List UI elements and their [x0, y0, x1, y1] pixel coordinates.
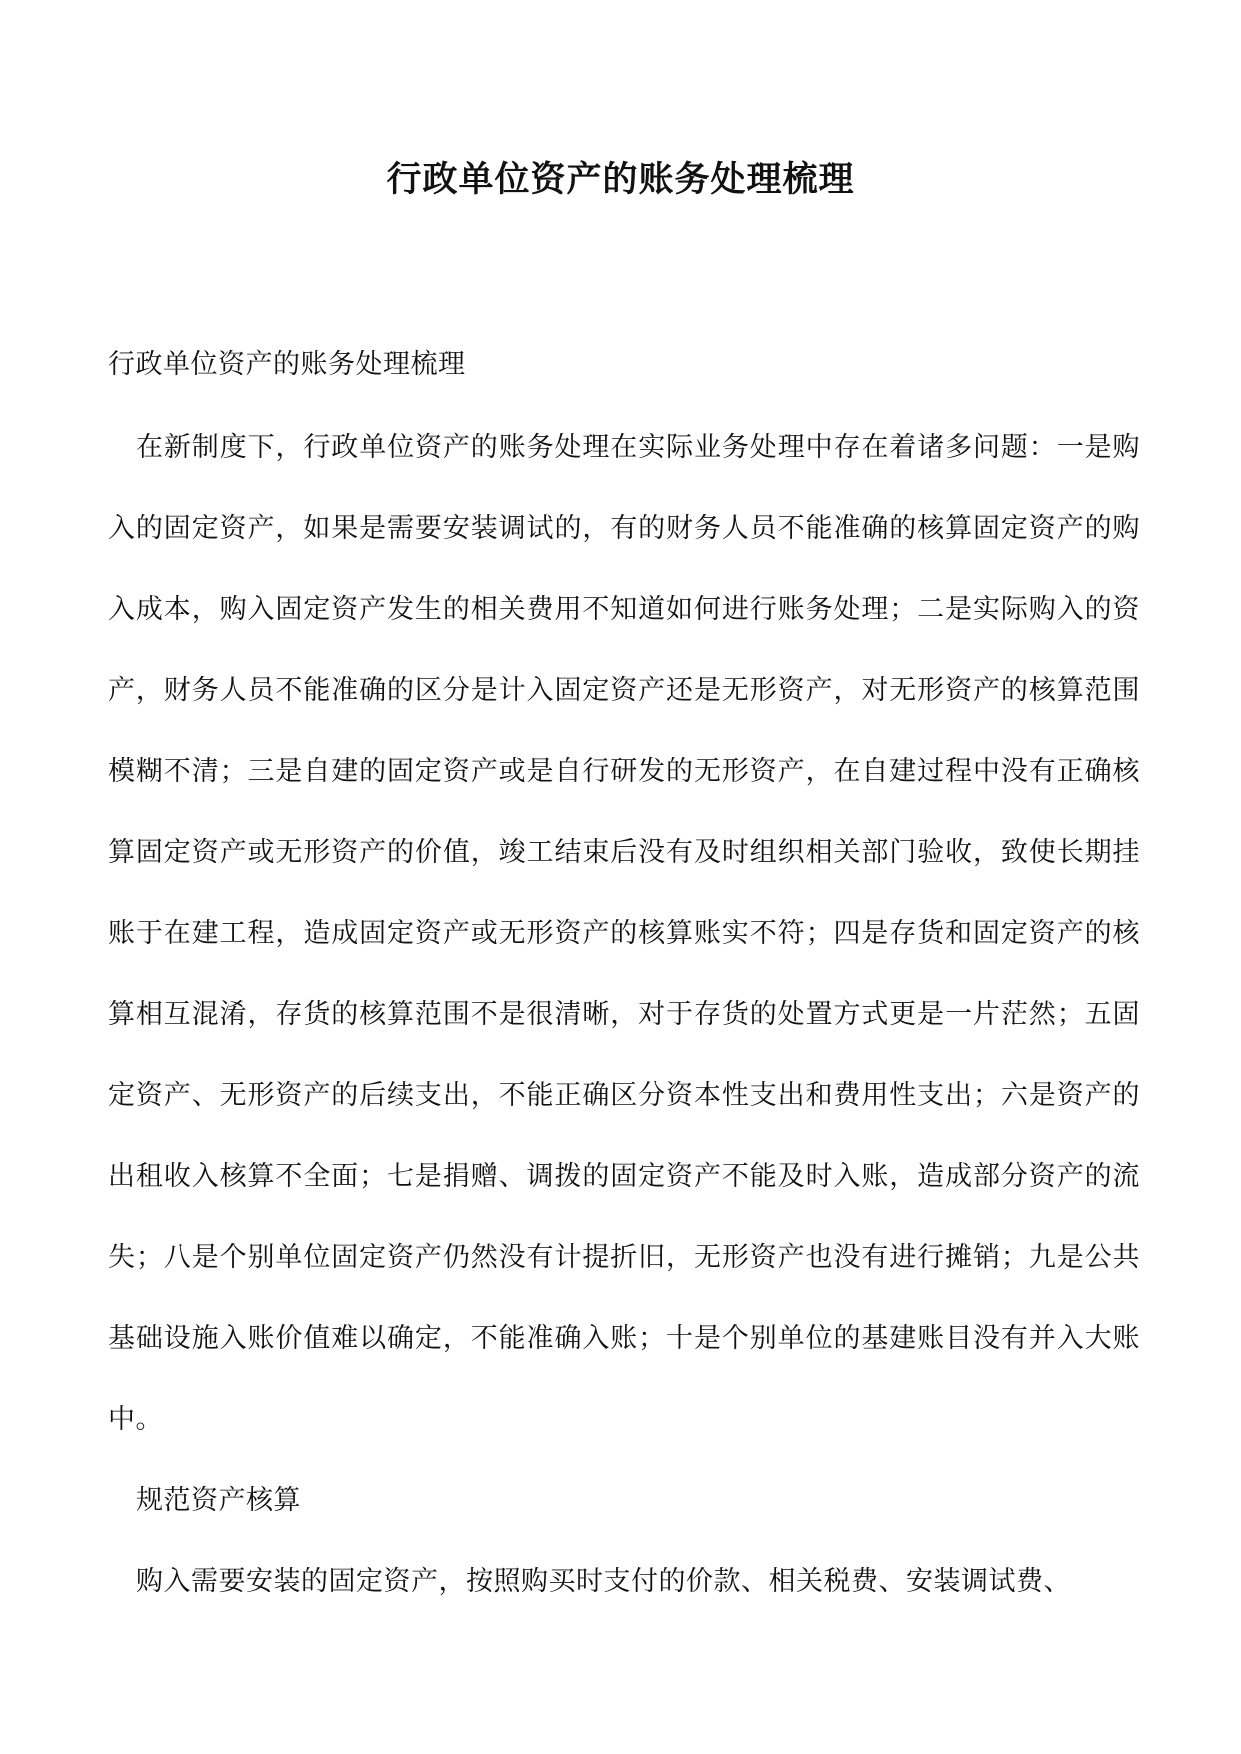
document-body [108, 342, 1140, 1622]
document-title: 行政单位资产的账务处理梳理 [386, 159, 855, 200]
document-subtitle: 行政单位资产的账务处理梳理 [108, 349, 466, 380]
paragraph-purchase: 购入需要安装的固定资产，按照购买时支付的价款、相关税费、安装调试费、 [136, 1566, 1071, 1597]
paragraph-problems: 在新制度下，行政单位资产的账务处理在实际业务处理中存在着诸多问题：一是购入的固定资产，如果是需要安装调试的，有的财务人员不能准确的核算固定资产的购入成本，购入固定资产发生的相关费用不知道如何进行账务处理；二是实际购入的资产，财务人员不能准确的区分是计入固定资产还是无形资产，对无形资产的核算范围模糊不清；三是自建的固定资产或是自行研发的无形资产，在自建过程中没有正确核算固定资产或无形资产的价值，竣工结束后没有及时组织相关部门验收，致使长期挂账于在建工程，造成固定资产或无形资产的核算账实不符；四是存货和固定资产的核算相互混淆，存货的核算范围不是很清晰，对于存货的处置方式更是一片茫然；五固定资产、无形资产的后续支出，不能正确区分资本性支出和费用性支出；六是资产的出租收入核算不全面；七是捐赠、调拨的固定资产不能及时入账，造成部分资产的流失；八是个别单位固定资产仍然没有计提折旧，无形资产也没有进行摊销；九是公共基础设施入账价值难以确定，不能准确入账；十是个别单位的基建账目没有并入大账中。 [108, 432, 1140, 1435]
section-heading: 规范资产核算 [136, 1485, 301, 1516]
